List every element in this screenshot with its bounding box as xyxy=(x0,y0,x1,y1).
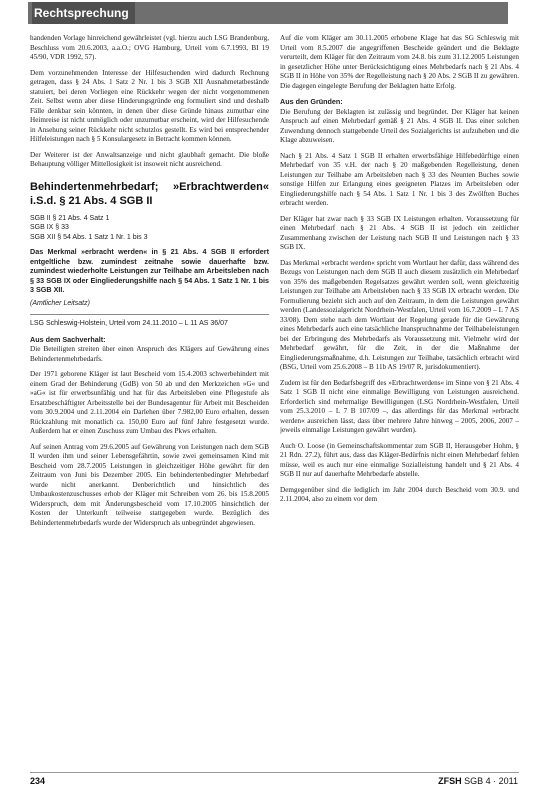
paragraph: Der Kläger hat zwar nach § 33 SGB IX Leistungen erhalten. Voraussetzung für einen Mehrbedarf nach § 21 Abs. 4 SGB II ist jedoch ein zeitlicher Zusammenhang zwischen der Leistung nach SGB II und Leistungen nach § 33 SGB IX. xyxy=(280,214,519,251)
section-tab xyxy=(28,2,508,24)
journal-issue: SGB 4 · 2011 xyxy=(464,776,518,786)
norms-list xyxy=(30,214,269,243)
journal-name: ZFSH xyxy=(438,776,462,786)
norm-item: SGB II § 21 Abs. 4 Satz 1 xyxy=(30,214,110,222)
facts-heading: Aus dem Sachverhalt: xyxy=(30,334,106,344)
right-column xyxy=(280,34,519,769)
left-column xyxy=(30,34,269,769)
divider xyxy=(30,314,269,315)
guiding-principle: Das Merkmal »erbracht werden« in § 21 Abs. 4 SGB II erfordert entgeltliche bzw. zumindest zeitnahe sowie dauerhafte bzw. zumindest wiederholte Leistungen zur Teilhabe am Arbeitsleben nach § 33 SGB IX oder Eingliederungshilfe nach § 54 Abs. 1 Satz 1 Nr. 1 bis 3 SGB XII. xyxy=(30,247,269,294)
footer-rule xyxy=(30,772,519,773)
decision-title: Behindertenmehrbedarf; »Erbrachtwerden« i.S.d. § 21 Abs. 4 SGB II xyxy=(30,180,269,207)
paragraph: Das Merkmal »erbracht werden« spricht vom Wortlaut her dafür, dass während des Bezugs von Leistungen nach dem SGB II auch diesem zusätzlich ein Mehrbedarf von 35% des maßgebenden Regelsatzes gewährt werden soll, wenn gleichzeitig Leistungen zur Teilhabe am Arbeitsleben nach § 33 SGB IX erbracht werden. Die Formulierung bezieht sich auch auf den Zeitraum, in dem die Leistungen gewährt werden (Landessozialgericht Nordrhein-Westfalen, Urteil vom 16.7.2009 – L 7 AS 33/08). Dem stehe nach dem Wortlaut der Regelung gerade für die Gewährung eines Mehrbedarfs auch eine tatsächliche Inanspruchnahme der Teilhabeleistungen bei der Erbringung des Mehrbedarfs als Voraussetzung mit. Vielmehr wird der Mehrbedarf gewährt, für die Zeit, in der die Maßnahme der Eingliederungsmaßnahme, d.h. Leistungen zur Teilhabe, tatsächlich erbracht wird (BSG, Urteil vom 25.6.2008 – B 11b AS 19/07 R, jurisdokumentiert). xyxy=(280,258,519,371)
reasons-heading: Aus den Gründen: xyxy=(280,97,343,106)
paragraph: Der 1971 geborene Kläger ist laut Bescheid vom 15.4.2003 schwerbehindert mit einem Grad der Behinderung (GdB) von 50 ab und den Merkzeichen »G« und »aG« ist für erwerbsunfähig und hat für das Arbeitsleben eine Pflegestufe als Ersatzbeschäftigter Arbeitsstelle bei der Bundesagentur für Arbeit mit Bescheiden vom 30.9.2004 und 2.11.2004 ein Darlehen über 7.982,00 Euro erhalten, dessen Rückzahlung mit monatlich ca. 150,00 Euro auf fünf Jahre festgesetzt wurde. Außerdem hat er einen Zuschuss zum Umbau des Pkws erhalten. xyxy=(30,370,269,435)
paragraph: Dem vorzunehmenden Interesse der Hilfesuchenden wird dadurch Rechnung getragen, dass § 24 Abs. 1 Satz 2 Nr. 1 bis 3 SGB XII Ausnahmetatbestände statuiert, bei deren Vorliegen eine Rückkehr wegen der nicht vorgenommenen Zeit. Selbst wenn aber diese Hinderungsgründe eng formuliert sind und deshalb Fälle denkbar sein könnten, in denen über diese Gründe hinaus zumutbar eine Heimreise ist nicht unmöglich oder unzumutbar erscheint, wird der Hilfesuchende in Ansehung seiner Rückkehr nicht schutzlos gestellt. Es wird bei entsprechender Hilfeleistungen nach § 5 Konsulargesetz in Betracht kommen können. xyxy=(30,68,269,143)
paragraph: Demgegenüber sind die lediglich im Jahr 2004 durch Bescheid vom 30.9. und 2.11.2004, also zu einem vor dem xyxy=(280,485,519,503)
paragraph: Auf die vom Kläger am 30.11.2005 erhobene Klage hat das SG Schleswig mit Urteil vom 8.5.2007 die angegriffenen Bescheide geändert und die Beklagte verurteilt, dem Kläger für den Zeitraum vom 24.8. bis zum 31.12.2005 Leistungen in gesetzlicher Höhe unter Berücksichtigung eines Mehrbedarfs nach § 21 Abs. 4 SGB II in Höhe von 35% der Regelleistung nach § 20 Abs. 2 SGB II zu gewähren. Die dagegen eingelegte Berufung der Beklagten hatte Erfolg. xyxy=(280,34,519,90)
journal-reference xyxy=(438,776,518,786)
section-title: Rechtsprechung xyxy=(32,2,135,24)
court-citation: LSG Schleswig-Holstein, Urteil vom 24.11.2010 – L 11 AS 36/07 xyxy=(30,320,228,327)
paragraph: Die Berufung der Beklagten ist zulässig und begründet. Der Kläger hat keinen Anspruch auf einen Mehrbedarf gemäß § 21 Abs. 4 SGB II. Das einer solchen Zuwendung dennoch stattgebende Urteil des Sozialgerichts ist aufzuheben und die Klage abzuweisen. xyxy=(280,107,519,144)
paragraph: Auch O. Loose (in Gemeinschaftskommentar zum SGB II, Herausgeber Hohm, § 21 Rdn. 27.2), führt aus, dass das Kläger-Bedürfnis nicht einen Mehrbedarf fehlen müsse, weil es auch nur eine einmalige Sozialleistung handelt und § 21 Abs. 4 SGB II nur auf dauerhafte Mehrbedarfe abstelle. xyxy=(280,441,519,478)
norm-item: SGB IX § 33 xyxy=(30,224,69,231)
paragraph: handenden Vorlage hinreichend gewährleistet (vgl. hierzu auch LSG Brandenburg, Beschluss vom 20.6.2003, a.a.O.; OVG Hamburg, Urteil vom 6.7.1993, BI 19 45/90, VDR 1992, 57). xyxy=(30,34,269,61)
header-bar xyxy=(0,0,554,26)
paragraph: Der Weiterer ist der Anwaltsanzeige und nicht glaubhaft gemacht. Die bloße Behauptung völliger Mittellosigkeit ist insoweit nicht ausreichend. xyxy=(30,150,269,168)
page-number: 234 xyxy=(30,776,46,786)
norm-item: SGB XII § 54 Abs. 1 Satz 1 Nr. 1 bis 3 xyxy=(30,233,148,241)
paragraph: Nach § 21 Abs. 4 Satz 1 SGB II erhalten erwerbsfähige Hilfebedürftige einen Mehrbedarf von 35 v.H. der nach § 20 maßgebenden Regelleistung, denen Leistungen zur Teilhabe am Arbeitsleben nach § 33 des Neunten Buches sowie sonstige Hilfen zur Erlangung eines geeigneten Platzes im Arbeitsleben oder Eingliederungshilfe nach § 54 Abs. 1 Satz 1 Nr. 1 bis 3 des Zwölften Buches erbracht werden. xyxy=(280,151,519,207)
paragraph: Zudem ist für den Bedarfsbegriff des »Erbrachtwerdens« im Sinne von § 21 Abs. 4 Satz 1 SGB II nicht eine einmalige Bewilligung von Leistungen ausreichend. Erforderlich sind mehrmalige Bewilligungen (LSG Nordrhein-Westfalen, Urteil vom 25.3.2010 – L 7 B 107/09 –, das allerdings für das Merkmal »erbracht werden« ausreichen lässt, dass über mehrere Jahre hinweg – 2005, 2006, 2007 – jeweils einmalige Leistungen gewährt wurden). xyxy=(280,378,519,434)
guiding-source: (Amtlicher Leitsatz) xyxy=(30,299,90,307)
paragraph: Auf seinen Antrag vom 29.6.2005 auf Gewährung von Leistungen nach dem SGB II wurden ihm und seiner Lebensgefährtin, sowie zwei gemeinsamen Kind mit Bescheid vom 28.7.2005 Leistungen in gleichzeitiger Höhe gewährt für den Zeitraum von Juni bis Dezember 2005. Ein behindertenbedingter Mehrbedarf wurde nicht anerkannt. Denberichtlich und hinsichtlich des Umbaukostenzuschusses erhob der Kläger mit Schreiben vom 26. bis 15.8.2005 Widerspruch, dem mit Änderungsbescheid vom 17.10.2005 hinsichtlich der Kosten der Unterkunft teilweise stattgegeben wurde. Bezüglich des Behindertenmehrbedarfs wurde der Widerspruch als unbegründet abgewiesen. xyxy=(30,442,269,527)
paragraph: Die Beteiligten streiten über einen Anspruch des Klägers auf Gewährung eines Behindertenmehrbedarfs. xyxy=(30,345,269,363)
